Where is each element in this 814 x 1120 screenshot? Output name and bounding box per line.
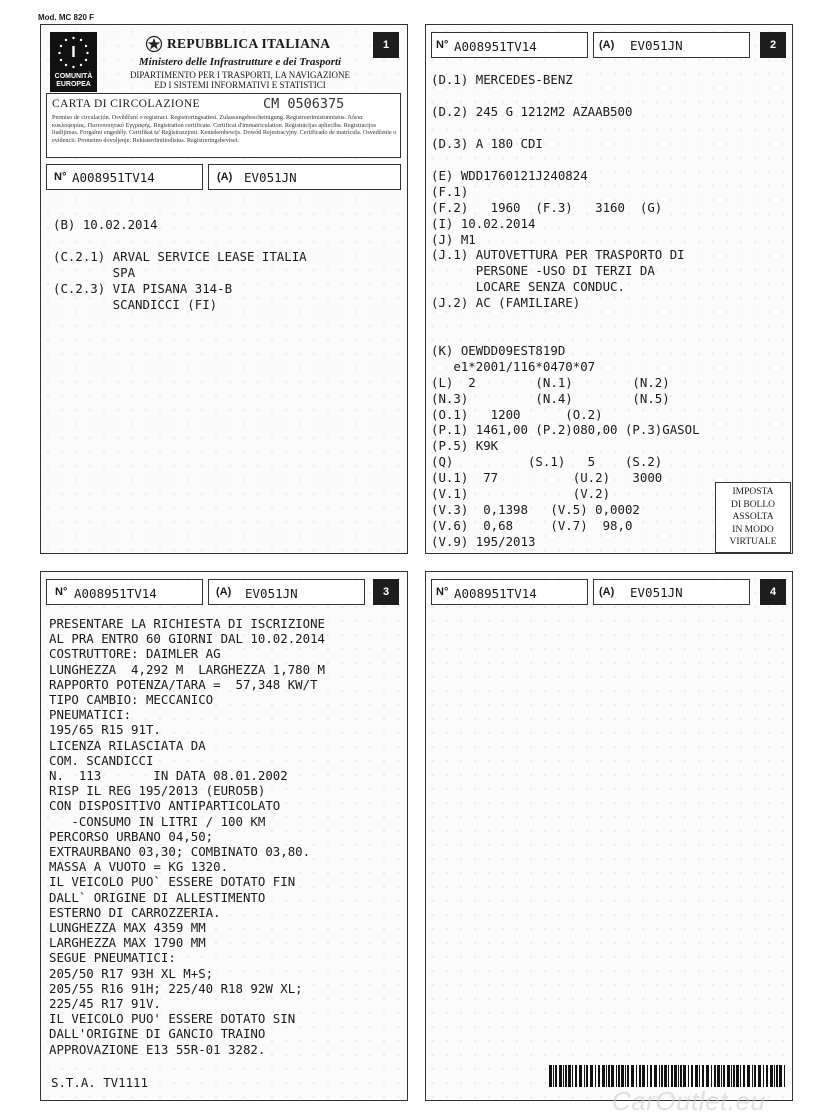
eu-emblem bbox=[50, 32, 97, 92]
barcode-bar bbox=[779, 1065, 782, 1087]
stamp-line: ASSOLTA bbox=[732, 512, 774, 522]
watermark: CarOutlet.eu bbox=[612, 1086, 766, 1116]
number-box bbox=[46, 164, 203, 190]
barcode-bar bbox=[758, 1065, 761, 1087]
stamp-line: IMPOSTA bbox=[732, 487, 774, 497]
field-line: (J.2) AC (FAMILIARE) bbox=[431, 295, 581, 310]
tax-stamp-box bbox=[715, 482, 791, 553]
field-line: (P.1) 1461,00 (P.2)080,00 (P.3)GASOL bbox=[431, 422, 700, 437]
field-line: (K) OEWDD09EST819D bbox=[431, 343, 566, 358]
barcode-bar bbox=[616, 1065, 617, 1087]
field-line: (J) M1 bbox=[431, 232, 476, 247]
field-line: e1*2001/116*0470*07 bbox=[431, 359, 596, 374]
number-value: A008951TV14 bbox=[454, 39, 537, 54]
barcode-bar bbox=[647, 1065, 648, 1087]
barcode-bar bbox=[691, 1065, 693, 1087]
plate-box bbox=[593, 32, 750, 58]
note-line: LUNGHEZZA 4,292 M LARGHEZZA 1,780 M bbox=[49, 661, 326, 677]
barcode-bar bbox=[766, 1065, 768, 1087]
barcode-bar bbox=[575, 1065, 577, 1087]
number-value: A008951TV14 bbox=[72, 170, 155, 185]
barcode-bar bbox=[661, 1065, 663, 1087]
note-line: 195/65 R15 91T. bbox=[49, 722, 161, 738]
barcode-bar bbox=[717, 1065, 720, 1087]
number-value: A008951TV14 bbox=[454, 586, 537, 601]
barcode-bar bbox=[650, 1065, 652, 1087]
barcode-bar bbox=[688, 1065, 689, 1087]
field-line: (O.1) 1200 (O.2) bbox=[431, 407, 603, 422]
field-line: (D.1) MERCEDES-BENZ bbox=[431, 72, 573, 87]
field-line: (F.2) 1960 (F.3) 3160 (G) bbox=[431, 200, 663, 215]
panel-badge: 4 bbox=[760, 579, 786, 605]
barcode-bar bbox=[563, 1065, 564, 1087]
eu-line-2: EUROPEA bbox=[56, 81, 91, 88]
barcode-bar bbox=[654, 1065, 657, 1087]
panel-3 bbox=[40, 571, 408, 1101]
barcode-bar bbox=[584, 1065, 585, 1087]
note-line: CON DISPOSITIVO ANTIPARTICOLATO bbox=[49, 798, 281, 814]
model-label: Mod. MC 820 F bbox=[38, 13, 95, 22]
republic-title: REPUBBLICA ITALIANA bbox=[167, 36, 331, 51]
number-box bbox=[46, 579, 203, 605]
plate-label: (A) bbox=[217, 171, 233, 183]
barcode-bar bbox=[642, 1065, 645, 1087]
note-line: PRESENTARE LA RICHIESTA DI ISCRIZIONE bbox=[49, 616, 326, 631]
barcode-bar bbox=[608, 1065, 610, 1087]
plate-value: EV051JN bbox=[630, 585, 683, 600]
barcode-bar bbox=[565, 1065, 567, 1087]
barcode-bar bbox=[572, 1065, 573, 1087]
barcode-bar bbox=[598, 1065, 600, 1087]
field-line: (Q) (S.1) 5 (S.2) bbox=[431, 454, 663, 469]
note-line: -CONSUMO IN LITRI / 100 KM bbox=[49, 813, 266, 829]
number-label: N° bbox=[54, 171, 67, 183]
barcode-bar bbox=[740, 1065, 741, 1087]
barcode-bar bbox=[590, 1065, 593, 1087]
number-label: N° bbox=[436, 586, 449, 598]
stamp-line: VIRTUALE bbox=[729, 537, 777, 547]
field-line: (C.2.1) ARVAL SERVICE LEASE ITALIA bbox=[53, 249, 307, 264]
panel-badge: 2 bbox=[760, 32, 786, 58]
note-line: ESTERNO DI CARROZZERIA. bbox=[49, 904, 221, 920]
barcode-bar bbox=[680, 1065, 682, 1087]
barcode-bar bbox=[631, 1065, 634, 1087]
field-line: (D.3) A 180 CDI bbox=[431, 136, 543, 151]
barcode-bar bbox=[668, 1065, 669, 1087]
barcode-bar bbox=[683, 1065, 686, 1087]
field-line: (E) WDD1760121J240824 bbox=[431, 168, 588, 183]
field-line: (V.9) 195/2013 bbox=[431, 534, 536, 549]
note-line: DALL` ORIGINE DI ALLESTIMENTO bbox=[49, 889, 266, 905]
note-line: LARGHEZZA MAX 1790 MM bbox=[49, 935, 206, 951]
barcode-bar bbox=[636, 1065, 637, 1087]
barcode-bar bbox=[671, 1065, 673, 1087]
certificate-box bbox=[46, 93, 401, 158]
note-line: APPROVAZIONE E13 55R-01 3282. bbox=[49, 1041, 266, 1057]
field-line: (D.2) 245 G 1212M2 AZAAB500 bbox=[431, 104, 633, 119]
barcode-bar bbox=[659, 1065, 660, 1087]
republic-emblem-icon bbox=[145, 35, 163, 53]
panel-badge: 1 bbox=[373, 32, 399, 58]
field-line: (B) 10.02.2014 bbox=[53, 217, 158, 232]
note-line: PNEUMATICI: bbox=[49, 707, 132, 723]
field-line: (U.1) 77 (U.2) 3000 bbox=[431, 470, 663, 485]
plate-value: EV051JN bbox=[245, 586, 298, 601]
note-line: LUNGHEZZA MAX 4359 MM bbox=[49, 920, 206, 935]
barcode-bar bbox=[621, 1065, 624, 1087]
field-line: (L) 2 (N.1) (N.2) bbox=[431, 375, 670, 390]
barcode-bar bbox=[784, 1065, 785, 1087]
barcode-bar bbox=[776, 1065, 778, 1087]
barcode-bar bbox=[549, 1065, 552, 1087]
barcode-bar bbox=[721, 1065, 722, 1087]
field-line: (V.3) 0,1398 (V.5) 0,0002 bbox=[431, 502, 640, 517]
barcode-bar bbox=[606, 1065, 607, 1087]
barcode-bar bbox=[770, 1065, 773, 1087]
plate-label: (A) bbox=[599, 586, 615, 598]
note-line: DALL'ORIGINE DI GANCIO TRAINO bbox=[49, 1026, 266, 1042]
note-line: 225/45 R17 91V. bbox=[49, 996, 161, 1011]
barcode-bar bbox=[743, 1065, 745, 1087]
plate-label: (A) bbox=[599, 39, 615, 51]
plate-value: EV051JN bbox=[630, 38, 683, 53]
document-number: CM 0506375 bbox=[263, 96, 345, 112]
barcode-bar bbox=[611, 1065, 614, 1087]
note-line: TIPO CAMBIO: MECCANICO bbox=[49, 692, 214, 707]
plate-box bbox=[593, 579, 750, 605]
translations-text: Permiso de circulación. Osvědčení o registraci. Registreringsattest. Zulassungsbescheinigung. Registreerimistunnistus. Άδεια κυκλοφορίας. Πιστοποιητικό Εγγραφής. Registration certificate. Certificat d'immatriculation. Reģistrācijas apliecība. Registracijos liudijimas. Forgalmi engedély. Certifikat ta' Reġistrazzjoni. Kentekenbewijs. Dowód Rejestracyjny. Certificado de matrícula. Osvedčenie o evidencii. Prometno dovoljenje. Rekisteröintitodistus. Registreringsbeviset. bbox=[52, 114, 397, 144]
note-line: LICENZA RILASCIATA DA bbox=[49, 737, 206, 753]
note-line: IL VEICOLO PUO` ESSERE DOTATO FIN bbox=[49, 874, 296, 890]
number-label: N° bbox=[55, 586, 68, 598]
barcode-bar bbox=[774, 1065, 775, 1087]
note-line: 205/50 R17 93H XL M+S; bbox=[49, 965, 214, 981]
note-line: EXTRAURBANO 03,30; COMBINATO 03,80. bbox=[49, 844, 311, 859]
number-box bbox=[431, 32, 588, 58]
field-line: (V.6) 0,68 (V.7) 98,0 bbox=[431, 518, 633, 533]
barcode-bar bbox=[678, 1065, 679, 1087]
note-line: COM. SCANDICCI bbox=[49, 752, 154, 768]
field-line: (C.2.3) VIA PISANA 314-B bbox=[53, 281, 233, 296]
barcode-bar bbox=[706, 1065, 709, 1087]
barcode-bar bbox=[627, 1065, 629, 1087]
number-value: A008951TV14 bbox=[74, 586, 157, 601]
panel-2 bbox=[425, 24, 793, 554]
barcode-icon bbox=[549, 1065, 789, 1087]
note-line: MASSA A VUOTO = KG 1320. bbox=[49, 859, 229, 875]
field-line: (J.1) AUTOVETTURA PER TRASPORTO DI bbox=[431, 247, 685, 262]
note-line: N. 113 IN DATA 08.01.2002 bbox=[49, 768, 288, 783]
field-line: (F.1) bbox=[431, 184, 469, 199]
note-line: IL VEICOLO PUO' ESSERE DOTATO SIN bbox=[49, 1011, 296, 1027]
plate-label: (A) bbox=[216, 586, 232, 598]
note-line: RAPPORTO POTENZA/TARA = 57,348 KW/T bbox=[49, 676, 318, 692]
note-line: AL PRA ENTRO 60 GIORNI DAL 10.02.2014 bbox=[49, 631, 326, 647]
barcode-bar bbox=[586, 1065, 588, 1087]
barcode-bar bbox=[714, 1065, 716, 1087]
note-line: COSTRUTTORE: DAIMLER AG bbox=[49, 646, 221, 662]
field-line: (N.3) (N.4) (N.5) bbox=[431, 391, 670, 406]
barcode-bar bbox=[723, 1065, 725, 1087]
document-title: CARTA DI CIRCOLAZIONE bbox=[52, 98, 200, 110]
stamp-line: DI BOLLO bbox=[730, 499, 776, 510]
note-line: PERCORSO URBANO 04,50; bbox=[49, 828, 214, 844]
barcode-bar bbox=[553, 1065, 554, 1087]
field-line: PERSONE -USO DI TERZI DA bbox=[431, 263, 655, 278]
barcode-bar bbox=[595, 1065, 596, 1087]
barcode-bar bbox=[736, 1065, 739, 1087]
field-line: SCANDICCI (FI) bbox=[53, 297, 218, 312]
barcode-bar bbox=[579, 1065, 582, 1087]
stamp-line: IN MODO bbox=[732, 524, 774, 535]
barcode-bar bbox=[711, 1065, 712, 1087]
ministry-title: Ministero delle Infrastrutture e dei Trasporti bbox=[138, 56, 342, 68]
barcode-bar bbox=[555, 1065, 557, 1087]
number-label: N° bbox=[436, 39, 449, 51]
barcode-bar bbox=[702, 1065, 704, 1087]
field-line: SPA bbox=[53, 265, 136, 280]
plate-box bbox=[208, 164, 401, 190]
barcode-bar bbox=[625, 1065, 626, 1087]
panel-badge: 3 bbox=[373, 579, 399, 605]
barcode-bar bbox=[674, 1065, 677, 1087]
barcode-bar bbox=[559, 1065, 562, 1087]
plate-box bbox=[208, 579, 365, 605]
barcode-bar bbox=[752, 1065, 753, 1087]
note-line: SEGUE PNEUMATICI: bbox=[49, 950, 176, 966]
field-line: LOCARE SENZA CONDUC. bbox=[431, 279, 625, 294]
barcode-bar bbox=[733, 1065, 735, 1087]
panel-1 bbox=[40, 24, 408, 554]
barcode-bar bbox=[747, 1065, 750, 1087]
sta-footer: S.T.A. TV1111 bbox=[51, 1075, 148, 1090]
barcode-bar bbox=[731, 1065, 732, 1087]
eu-country-code: I bbox=[71, 44, 76, 61]
field-line: (P.5) K9K bbox=[431, 438, 499, 453]
note-line: 205/55 R16 91H; 225/40 R18 92W XL; bbox=[49, 980, 303, 996]
field-line: (I) 10.02.2014 bbox=[431, 216, 536, 231]
barcode-bar bbox=[568, 1065, 571, 1087]
barcode-bar bbox=[602, 1065, 605, 1087]
barcode-bar bbox=[695, 1065, 698, 1087]
barcode-bar bbox=[699, 1065, 700, 1087]
barcode-bar bbox=[639, 1065, 641, 1087]
plate-value: EV051JN bbox=[244, 170, 297, 185]
barcode-bar bbox=[754, 1065, 756, 1087]
field-line: (V.1) (V.2) bbox=[431, 486, 611, 501]
barcode-bar bbox=[763, 1065, 764, 1087]
department-line-1: DIPARTIMENTO PER I TRASPORTI, LA NAVIGAZIONE bbox=[129, 70, 351, 80]
barcode-bar bbox=[727, 1065, 730, 1087]
barcode-bar bbox=[664, 1065, 667, 1087]
eu-line-1: COMUNITÀ bbox=[54, 73, 93, 80]
panel-4 bbox=[425, 571, 793, 1101]
number-box bbox=[431, 579, 588, 605]
department-line-2: ED I SISTEMI INFORMATIVI E STATISTICI bbox=[154, 80, 326, 90]
barcode-bar bbox=[618, 1065, 620, 1087]
note-line: RISP IL REG 195/2013 (EURO5B) bbox=[49, 783, 266, 799]
